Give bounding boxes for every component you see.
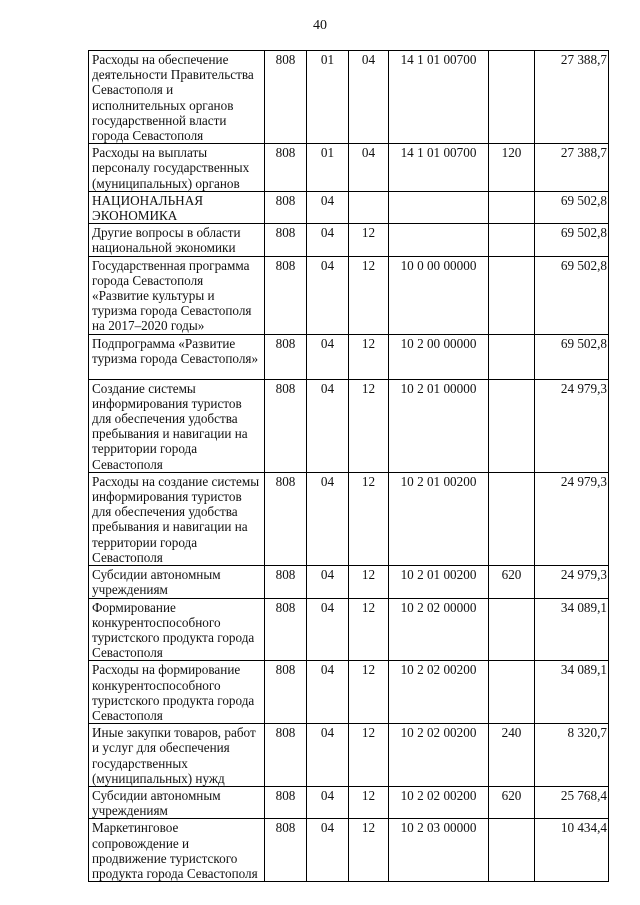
subsection-code-cell: 12: [349, 786, 389, 818]
section-code-cell: 04: [307, 334, 349, 379]
section-code-cell: 04: [307, 724, 349, 787]
expense-name-cell: Субсидии автономным учреждениям: [89, 566, 265, 598]
subsection-code-cell: 12: [349, 256, 389, 334]
department-code-cell: 808: [265, 661, 307, 724]
amount-cell: 27 388,7: [535, 144, 609, 192]
subsection-code-cell: 12: [349, 379, 389, 472]
expense-type-cell: [489, 51, 535, 144]
table-row: [89, 379, 609, 472]
expense-type-cell: 620: [489, 786, 535, 818]
section-code-cell: 01: [307, 144, 349, 192]
expense-type-cell: [489, 472, 535, 565]
department-code-cell: 808: [265, 334, 307, 379]
expense-name-cell: Формирование конкурентоспособного туристского продукта города Севастополя: [89, 598, 265, 661]
table-row: [89, 598, 609, 661]
amount-cell: 24 979,3: [535, 379, 609, 472]
expense-type-cell: [489, 191, 535, 223]
budget-table-body: [89, 51, 609, 882]
department-code-cell: 808: [265, 51, 307, 144]
expense-type-cell: 240: [489, 724, 535, 787]
target-article-cell: 10 2 02 00200: [389, 661, 489, 724]
target-article-cell: [389, 191, 489, 223]
expense-type-cell: [489, 819, 535, 882]
amount-cell: 34 089,1: [535, 661, 609, 724]
expense-name-cell: Другие вопросы в области национальной экономики: [89, 224, 265, 256]
target-article-cell: 14 1 01 00700: [389, 144, 489, 192]
expense-type-cell: [489, 224, 535, 256]
department-code-cell: 808: [265, 191, 307, 223]
subsection-code-cell: 12: [349, 224, 389, 256]
target-article-cell: 10 2 01 00200: [389, 566, 489, 598]
amount-cell: 69 502,8: [535, 334, 609, 379]
section-code-cell: 04: [307, 224, 349, 256]
department-code-cell: 808: [265, 566, 307, 598]
section-code-cell: 01: [307, 51, 349, 144]
amount-cell: 27 388,7: [535, 51, 609, 144]
subsection-code-cell: 04: [349, 144, 389, 192]
expense-name-cell: Расходы на обеспечение деятельности Правительства Севастополя и исполнительных органов государственной власти города Севастополя: [89, 51, 265, 144]
table-row: [89, 334, 609, 379]
department-code-cell: 808: [265, 256, 307, 334]
target-article-cell: 10 2 02 00000: [389, 598, 489, 661]
subsection-code-cell: 12: [349, 598, 389, 661]
expense-name-cell: Иные закупки товаров, работ и услуг для обеспечения государственных (муниципальных) нужд: [89, 724, 265, 787]
section-code-cell: 04: [307, 819, 349, 882]
department-code-cell: 808: [265, 724, 307, 787]
department-code-cell: 808: [265, 144, 307, 192]
table-row: [89, 224, 609, 256]
expense-type-cell: 120: [489, 144, 535, 192]
section-code-cell: 04: [307, 379, 349, 472]
amount-cell: 25 768,4: [535, 786, 609, 818]
department-code-cell: 808: [265, 224, 307, 256]
expense-name-cell: Расходы на выплаты персоналу государственных (муниципальных) органов: [89, 144, 265, 192]
expense-type-cell: [489, 379, 535, 472]
table-row: [89, 51, 609, 144]
department-code-cell: 808: [265, 786, 307, 818]
section-code-cell: 04: [307, 256, 349, 334]
section-code-cell: 04: [307, 191, 349, 223]
expense-name-cell: Государственная программа города Севастополя «Развитие культуры и туризма города Севастополя на 2017–2020 годы»: [89, 256, 265, 334]
expense-name-cell: Расходы на формирование конкурентоспособного туристского продукта города Севастополя: [89, 661, 265, 724]
subsection-code-cell: 04: [349, 51, 389, 144]
section-code-cell: 04: [307, 786, 349, 818]
target-article-cell: 14 1 01 00700: [389, 51, 489, 144]
subsection-code-cell: 12: [349, 334, 389, 379]
target-article-cell: 10 2 01 00000: [389, 379, 489, 472]
expense-type-cell: [489, 256, 535, 334]
expense-type-cell: [489, 334, 535, 379]
target-article-cell: 10 2 00 00000: [389, 334, 489, 379]
expense-name-cell: Подпрограмма «Развитие туризма города Севастополя»: [89, 334, 265, 379]
subsection-code-cell: 12: [349, 472, 389, 565]
table-row: [89, 819, 609, 882]
expense-name-cell: Маркетинговое сопровождение и продвижение туристского продукта города Севастополя: [89, 819, 265, 882]
target-article-cell: 10 0 00 00000: [389, 256, 489, 334]
target-article-cell: 10 2 01 00200: [389, 472, 489, 565]
expense-type-cell: [489, 598, 535, 661]
expense-type-cell: 620: [489, 566, 535, 598]
section-code-cell: 04: [307, 661, 349, 724]
amount-cell: 69 502,8: [535, 256, 609, 334]
section-code-cell: 04: [307, 598, 349, 661]
target-article-cell: [389, 224, 489, 256]
department-code-cell: 808: [265, 472, 307, 565]
target-article-cell: 10 2 02 00200: [389, 786, 489, 818]
expense-name-cell: НАЦИОНАЛЬНАЯ ЭКОНОМИКА: [89, 191, 265, 223]
section-code-cell: 04: [307, 566, 349, 598]
department-code-cell: 808: [265, 598, 307, 661]
section-code-cell: 04: [307, 472, 349, 565]
table-row: [89, 724, 609, 787]
subsection-code-cell: 12: [349, 819, 389, 882]
page-number: 40: [313, 18, 327, 33]
expense-name-cell: Субсидии автономным учреждениям: [89, 786, 265, 818]
department-code-cell: 808: [265, 379, 307, 472]
target-article-cell: 10 2 02 00200: [389, 724, 489, 787]
table-row: [89, 661, 609, 724]
table-row: [89, 472, 609, 565]
department-code-cell: 808: [265, 819, 307, 882]
amount-cell: 10 434,4: [535, 819, 609, 882]
table-row: [89, 144, 609, 192]
subsection-code-cell: 12: [349, 724, 389, 787]
expense-name-cell: Расходы на создание системы информирования туристов для обеспечения удобства пребывания и навигации на территории города Севастополя: [89, 472, 265, 565]
expense-name-cell: Создание системы информирования туристов для обеспечения удобства пребывания и навигации на территории города Севастополя: [89, 379, 265, 472]
table-row: [89, 191, 609, 223]
table-row: [89, 256, 609, 334]
amount-cell: 34 089,1: [535, 598, 609, 661]
table-row: [89, 786, 609, 818]
subsection-code-cell: [349, 191, 389, 223]
amount-cell: 69 502,8: [535, 191, 609, 223]
budget-table: [88, 50, 609, 882]
subsection-code-cell: 12: [349, 566, 389, 598]
expense-type-cell: [489, 661, 535, 724]
amount-cell: 8 320,7: [535, 724, 609, 787]
amount-cell: 24 979,3: [535, 472, 609, 565]
amount-cell: 24 979,3: [535, 566, 609, 598]
subsection-code-cell: 12: [349, 661, 389, 724]
amount-cell: 69 502,8: [535, 224, 609, 256]
target-article-cell: 10 2 03 00000: [389, 819, 489, 882]
table-row: [89, 566, 609, 598]
